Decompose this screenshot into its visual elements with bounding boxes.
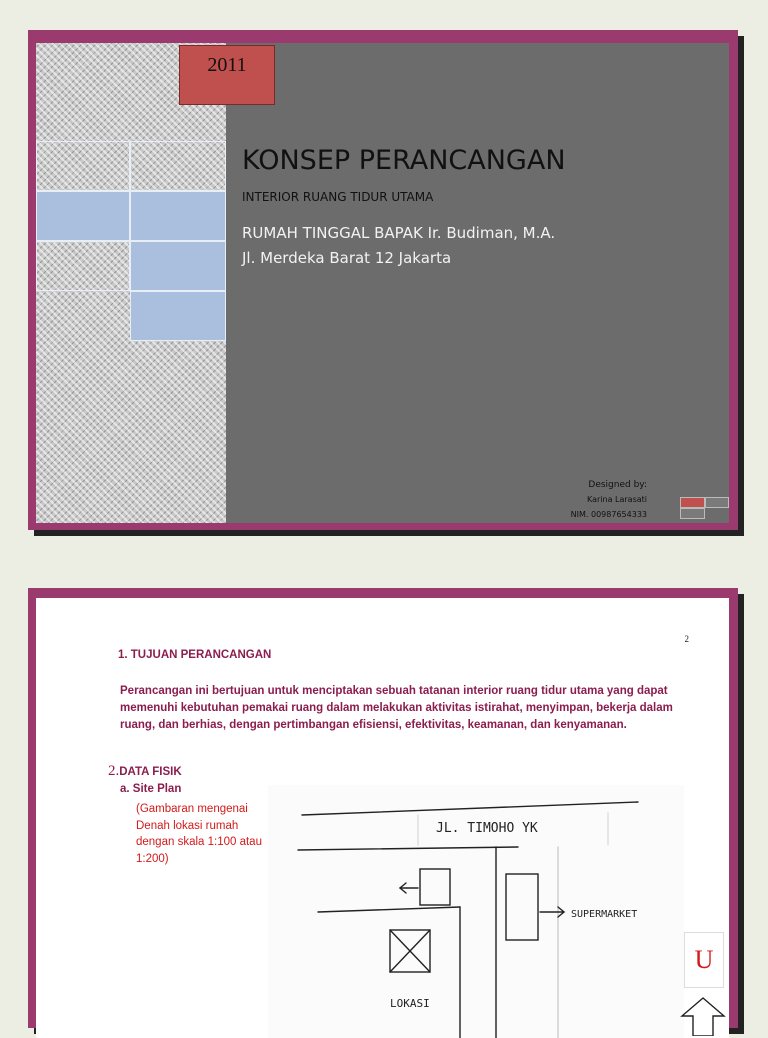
supermarket-block bbox=[506, 874, 538, 940]
decorative-tile bbox=[130, 241, 226, 291]
decorative-tile bbox=[36, 241, 130, 291]
site-plan-sketch bbox=[268, 785, 684, 1038]
decorative-mini-tile bbox=[680, 508, 705, 519]
cover-address-line: Jl. Merdeka Barat 12 Jakarta bbox=[242, 249, 452, 267]
subheading-site-plan: a. Site Plan bbox=[120, 783, 182, 795]
north-indicator-label: U bbox=[684, 932, 724, 988]
page-number: 2 bbox=[684, 634, 689, 644]
section-heading-text: DATA FISIK bbox=[119, 766, 182, 778]
cover-title: KONSEP PERANCANGAN bbox=[242, 145, 566, 176]
section-heading-data-fisik bbox=[108, 763, 182, 780]
decorative-tile bbox=[130, 141, 226, 191]
location-label: LOKASI bbox=[390, 997, 430, 1010]
decorative-mini-tile bbox=[680, 497, 705, 508]
designer-nim: NIM. 00987654333 bbox=[570, 510, 647, 519]
north-arrow-icon bbox=[678, 996, 728, 1036]
decorative-tile bbox=[36, 191, 130, 241]
content-slide bbox=[28, 588, 738, 1028]
section-number: 2. bbox=[108, 763, 120, 779]
decorative-tile bbox=[36, 141, 130, 191]
site-plan-description: (Gambaran mengenai Denah lokasi rumah dengan skala 1:100 atau 1:200) bbox=[136, 803, 262, 865]
content-slide-body bbox=[36, 598, 729, 1038]
road-edge-line bbox=[298, 847, 518, 850]
cover-slide-content bbox=[36, 43, 729, 523]
supermarket-label: SUPERMARKET bbox=[571, 909, 638, 920]
cover-client-line: RUMAH TINGGAL BAPAK Ir. Budiman, M.A. bbox=[242, 224, 556, 242]
road-edge-line bbox=[302, 802, 638, 815]
section-heading-tujuan: 1. TUJUAN PERANCANGAN bbox=[118, 649, 272, 661]
designer-name: Karina Larasati bbox=[586, 495, 647, 504]
street-label: JL. TIMOHO YK bbox=[436, 821, 538, 836]
neighbor-building bbox=[420, 869, 450, 905]
section-body-tujuan: Perancangan ini bertujuan untuk menciptakan sebuah tatanan interior ruang tidur utama yang dapat memenuhi kebutuhan pemakai ruang dalam melakukan aktivitas istirahat, menyimpan, bekerja dalam ruang, dan berhias, dengan pertimbangan efisiensi, efektivitas, keamanan, dan kenyamanan. bbox=[120, 685, 673, 731]
designed-by-label: Designed by: bbox=[588, 480, 647, 490]
block-edge-line bbox=[318, 907, 460, 912]
decorative-mini-tile bbox=[705, 497, 729, 508]
cover-subtitle: INTERIOR RUANG TIDUR UTAMA bbox=[242, 190, 434, 204]
year-badge: 2011 bbox=[179, 45, 275, 105]
cover-slide bbox=[28, 30, 738, 530]
decorative-tile bbox=[130, 191, 226, 241]
decorative-tile bbox=[130, 291, 226, 341]
